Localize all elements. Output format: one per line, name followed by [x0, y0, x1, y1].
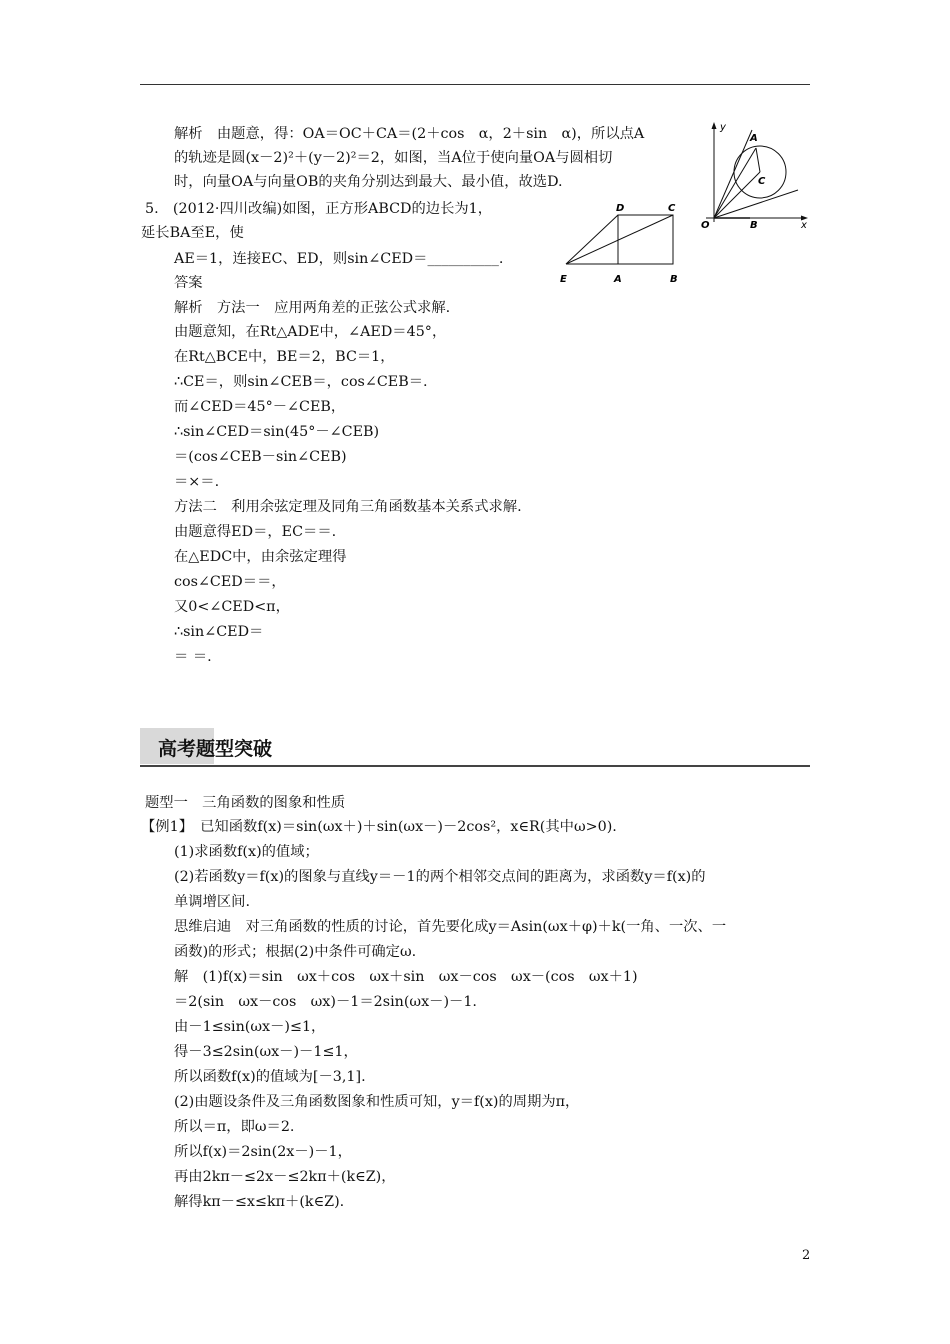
y-axis-arrow-icon — [712, 122, 717, 129]
top-rule — [140, 84, 810, 85]
text-line: 单调增区间. — [174, 894, 251, 910]
text-line: 解析 由题意，得：OA＝OC＋CA＝(2＋cos α，2＋sin α)，所以点A — [174, 126, 645, 142]
label-b: B — [750, 220, 758, 231]
label-b: B — [670, 274, 678, 285]
label-c: C — [758, 176, 766, 187]
segment-ed — [566, 215, 618, 264]
label-e: E — [560, 274, 567, 285]
text-line: 再由2kπ－≤2x－≤2kπ＋(k∈Z)， — [174, 1169, 396, 1185]
square-figure — [556, 198, 684, 288]
text-line: ＝2(sin ωx－cos ωx)－1＝2sin(ωx－)－1. — [174, 994, 477, 1010]
text-line: 由题意得ED＝，EC＝＝. — [174, 524, 337, 540]
text-line: 解析 方法一 应用两角差的正弦公式求解. — [174, 300, 451, 316]
text-line: cos∠CED＝＝， — [174, 574, 286, 590]
text-line: 思维启迪 对三角函数的性质的讨论，首先要化成y＝Asin(ωx＋φ)＋k(一角、一次、一 — [174, 919, 727, 935]
text-line: 延长BA至E，使 — [141, 225, 244, 241]
text-line: 方法二 利用余弦定理及同角三角函数基本关系式求解. — [174, 499, 522, 515]
text-line: 而∠CED＝45°－∠CEB， — [174, 399, 346, 415]
tangent-line-lower — [714, 190, 798, 218]
page-number: 2 — [802, 1248, 811, 1263]
text-line: ∴CE＝，则sin∠CEB＝，cos∠CEB＝. — [174, 374, 428, 390]
label-c: C — [668, 203, 676, 214]
text-line: 答案 — [174, 275, 203, 291]
label-a: A — [750, 133, 758, 144]
label-x: x — [801, 220, 807, 231]
text-line: 所以＝π，即ω＝2. — [174, 1119, 295, 1135]
segment-ca — [756, 148, 760, 172]
text-line: ∴sin∠CED＝ — [174, 624, 264, 640]
text-line: ＝ ＝. — [174, 649, 212, 665]
text-line: 在Rt△BCE中，BE＝2，BC＝1， — [174, 349, 395, 365]
text-line: 5. (2012·四川改编)如图，正方形ABCD的边长为1， — [145, 201, 493, 217]
text-line: 解 (1)f(x)＝sin ωx＋cos ωx＋sin ωx－cos ωx－(cos ωx＋1) — [174, 969, 638, 985]
label-o: O — [701, 220, 710, 231]
text-line: AE＝1，连接EC、ED，则sin∠CED＝__________. — [174, 251, 504, 267]
label-d: D — [616, 203, 625, 214]
banner-rule — [140, 765, 810, 767]
text-line: (2)若函数y＝f(x)的图象与直线y＝－1的两个相邻交点间的距离为，求函数y＝f(x)的 — [174, 869, 706, 885]
label-y: y — [720, 122, 726, 133]
text-line: 所以f(x)＝2sin(2x－)－1， — [174, 1144, 352, 1160]
section-banner — [140, 728, 810, 768]
text-line: 时，向量OA与向量OB的夹角分别达到最大、最小值，故选D. — [174, 174, 563, 190]
text-line: 函数)的形式；根据(2)中条件可确定ω. — [174, 944, 417, 960]
text-line: 由题意知，在Rt△ADE中，∠AED＝45°， — [174, 324, 447, 340]
tangent-line-upper — [714, 130, 752, 218]
text-line: ＝×＝. — [174, 474, 220, 490]
text-line: 所以函数f(x)的值域为[－3,1]. — [174, 1069, 366, 1085]
text-line: 由－1≤sin(ωx－)≤1， — [174, 1019, 326, 1035]
circle-figure — [692, 118, 812, 236]
segment-ec — [566, 215, 673, 264]
text-line: 题型一 三角函数的图象和性质 — [145, 795, 346, 811]
text-line: ∴sin∠CED＝sin(45°－∠CEB) — [174, 424, 380, 440]
text-line: 【例1】 已知函数f(x)＝sin(ωx＋)＋sin(ωx－)－2cos²，x∈R(其中ω>0). — [141, 819, 617, 835]
text-line: 又0<∠CED<π， — [174, 599, 290, 615]
section-title: 高考题型突破 — [158, 738, 273, 760]
text-line: ＝(cos∠CEB－sin∠CEB) — [174, 449, 347, 465]
text-line: 解得kπ－≤x≤kπ＋(k∈Z). — [174, 1194, 345, 1210]
text-line: (2)由题设条件及三角函数图象和性质可知，y＝f(x)的周期为π， — [174, 1094, 580, 1110]
text-line: 的轨迹是圆(x－2)²＋(y－2)²＝2，如图，当A位于使向量OA与圆相切 — [174, 150, 613, 166]
label-a: A — [614, 274, 622, 285]
text-line: 得－3≤2sin(ωx－)－1≤1， — [174, 1044, 358, 1060]
text-line: (1)求函数f(x)的值域； — [174, 844, 319, 860]
square-abcd — [618, 215, 673, 264]
text-line: 在△EDC中，由余弦定理得 — [174, 549, 347, 565]
